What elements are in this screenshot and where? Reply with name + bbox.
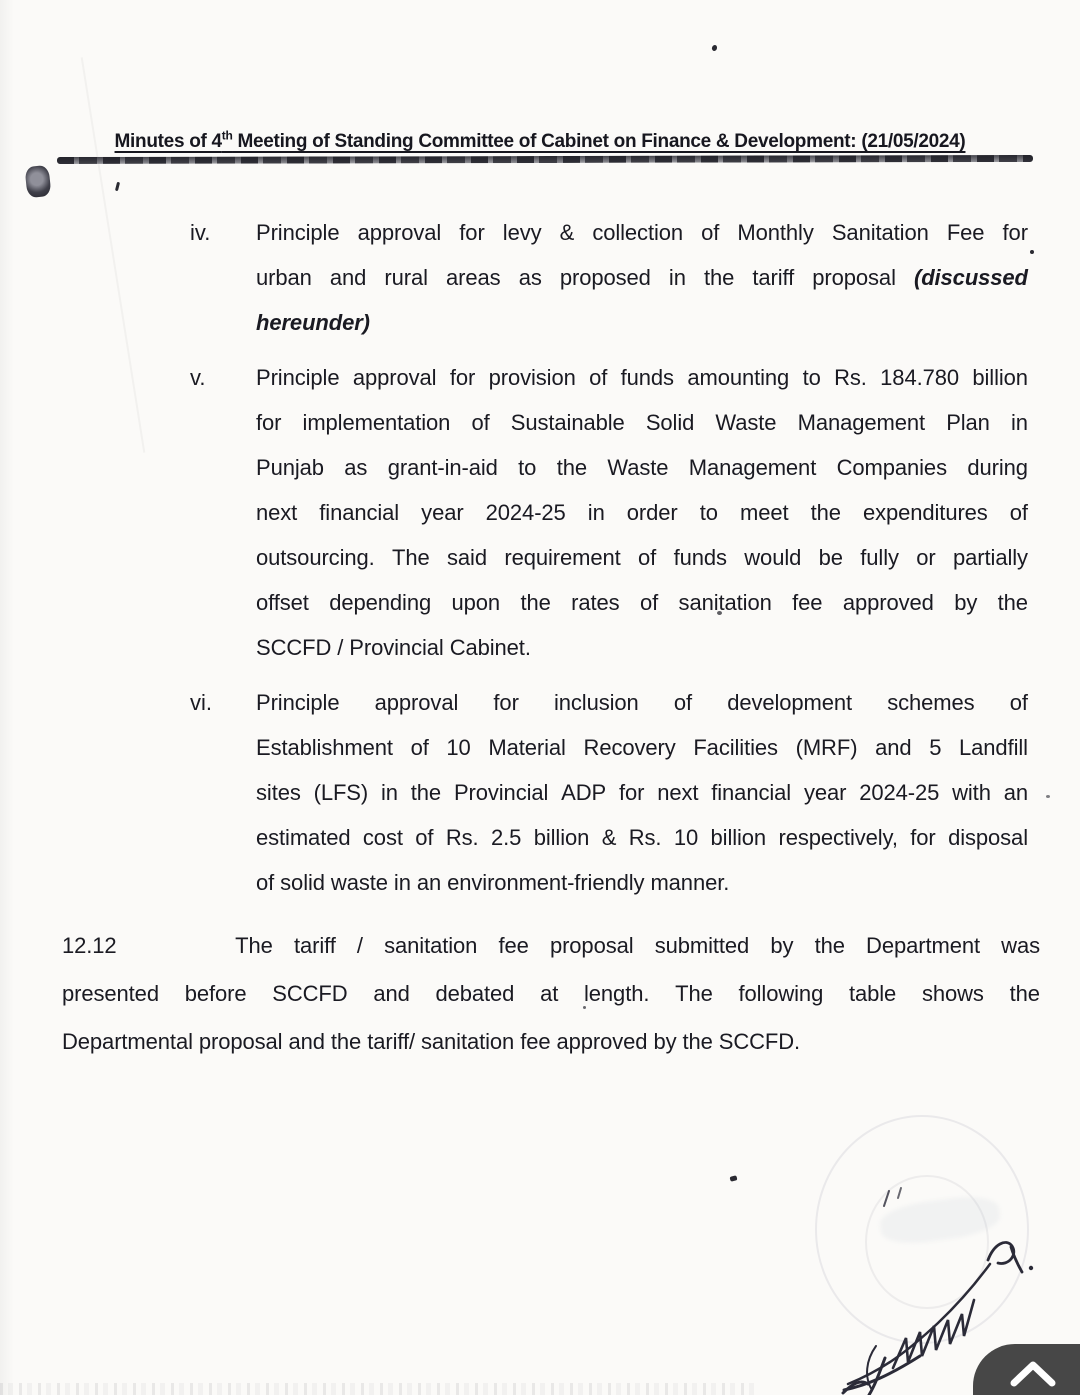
scan-crease	[81, 57, 146, 452]
page-edge-shading	[0, 0, 14, 1395]
item-label: vi.	[190, 690, 212, 715]
text-line: SCCFD / Provincial Cabinet.	[256, 635, 531, 660]
page-title: Minutes of 4th Meeting of Standing Committee of Cabinet on Finance & Development: (21/05/2024)	[114, 129, 966, 153]
list-item-v	[190, 355, 1030, 670]
text-line: Principle approval for provision of funds amounting to Rs. 184.780 billion	[256, 365, 1028, 390]
item-label: iv.	[190, 220, 211, 245]
scan-speck	[729, 1175, 737, 1182]
text-line: Principle approval for inclusion of development schemes of	[256, 690, 1028, 715]
text-line: Punjab as grant-in-aid to the Waste Management Companies during	[256, 455, 1028, 480]
text-line: 12.12 The tariff / sanitation fee proposal submitted by the Department was	[62, 922, 1040, 970]
list-item-iv	[190, 210, 1030, 345]
item-body	[256, 680, 1028, 905]
scan-speck	[115, 182, 120, 191]
text-line: urban and rural areas as proposed in the tariff proposal (discussed	[256, 265, 1028, 290]
paragraph-number: 12.12	[62, 933, 117, 958]
scan-speck	[1046, 795, 1050, 798]
scroll-to-top-button[interactable]	[973, 1344, 1080, 1395]
item-body	[256, 355, 1028, 670]
text-line: Principle approval for levy & collection of Monthly Sanitation Fee for	[256, 220, 1028, 245]
text-line: Establishment of 10 Material Recovery Facilities (MRF) and 5 Landfill	[256, 735, 1028, 760]
paragraph-12-12	[62, 922, 1040, 1066]
binder-hole-mark	[24, 165, 51, 198]
scan-speck	[711, 44, 718, 51]
text-line: of solid waste in an environment-friendly manner.	[256, 870, 730, 895]
text-line: offset depending upon the rates of sanitation fee approved by the	[256, 590, 1028, 615]
item-label: v.	[190, 365, 206, 390]
ordinal-superscript: th	[221, 129, 233, 143]
text-line: outsourcing. The said requirement of funds would be fully or partially	[256, 545, 1028, 570]
scan-edge-noise	[0, 1383, 756, 1395]
text-line: sites (LFS) in the Provincial ADP for next financial year 2024-25 with an	[256, 780, 1028, 805]
text-line: for implementation of Sustainable Solid Waste Management Plan in	[256, 410, 1028, 435]
text-line: hereunder)	[256, 310, 370, 335]
text-line: estimated cost of Rs. 2.5 billion & Rs. 10 billion respectively, for disposal	[256, 825, 1028, 850]
page-header	[0, 129, 1080, 153]
scanned-smudge-rule	[57, 155, 1033, 164]
text-line: next financial year 2024-25 in order to meet the expenditures of	[256, 500, 1028, 525]
numbered-list	[190, 210, 1030, 915]
text-line: presented before SCCFD and debated at length. The following table shows the	[62, 981, 1040, 1006]
item-body	[256, 210, 1028, 345]
text-line: Departmental proposal and the tariff/ sanitation fee approved by the SCCFD.	[62, 1029, 801, 1054]
chevron-up-icon	[1009, 1360, 1057, 1388]
list-item-vi	[190, 680, 1030, 905]
scan-speck	[1030, 250, 1034, 254]
